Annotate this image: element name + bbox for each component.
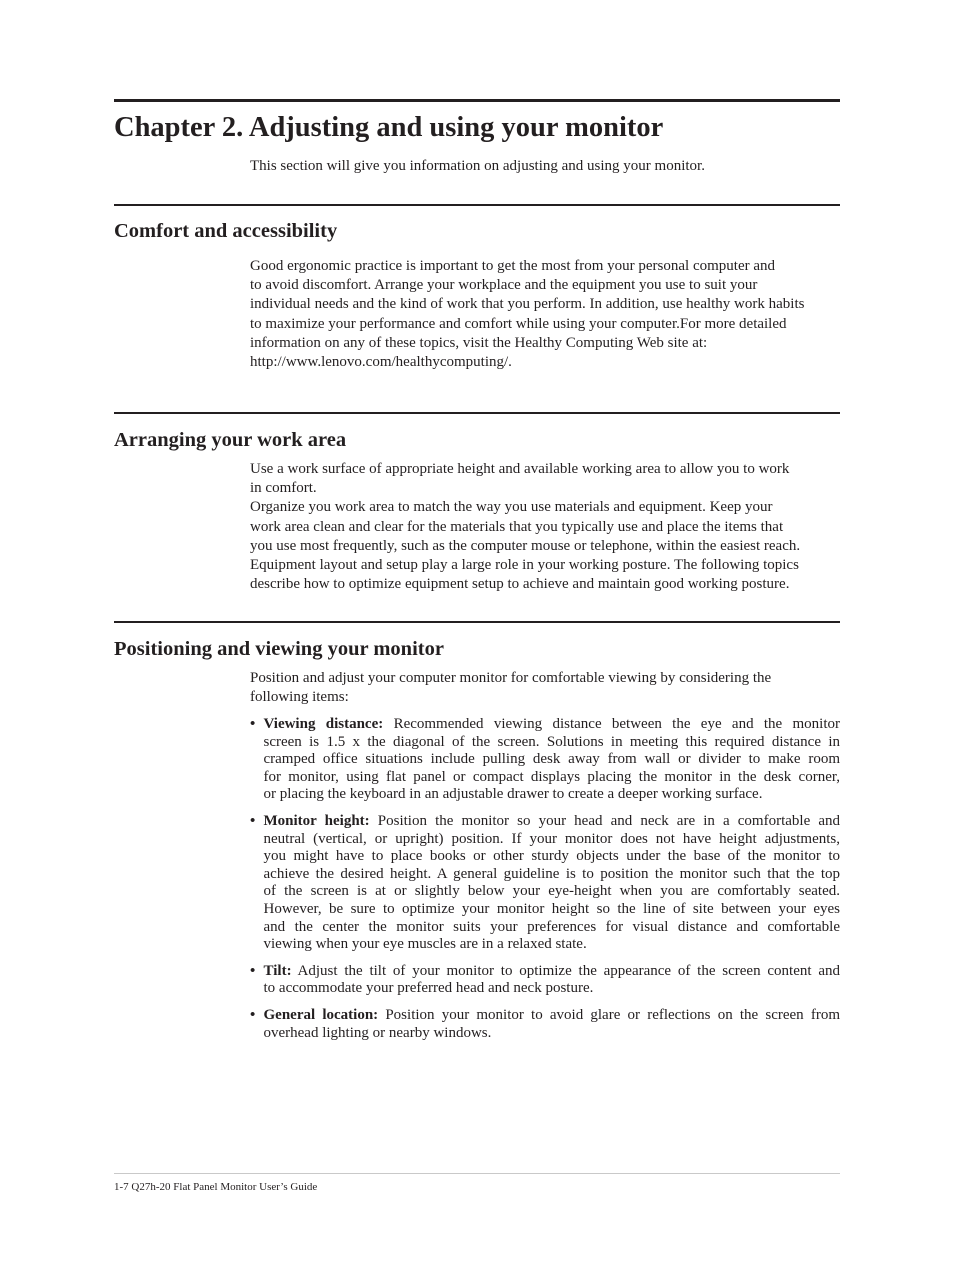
bullet-line: However, be sure to optimize your monitor height so the line of site between your eyes <box>263 900 840 917</box>
bullet-term: Viewing distance: <box>263 716 384 732</box>
footer-rule <box>114 1173 840 1174</box>
chapter-intro <box>250 157 850 176</box>
positioning-intro <box>250 669 850 707</box>
bullet-line: or placing the keyboard in an adjustable drawer to create a deeper working surface. <box>263 786 763 803</box>
section-title-work-area: Arranging your work area <box>114 429 347 451</box>
bullet-term: Monitor height: <box>263 812 370 829</box>
bullet-dot-icon: • <box>250 1006 256 1023</box>
bullet-line <box>264 1007 841 1025</box>
paragraph-line: Organize you work area to match the way you use materials and equipment. Keep your <box>250 499 773 516</box>
bullet-term: Tilt: <box>263 962 292 979</box>
bullet-text: Adjust the tilt of your monitor to optimize the appearance of the screen content and <box>297 962 840 979</box>
bullet-line <box>264 813 841 831</box>
positioning-bullet-list <box>250 716 840 1042</box>
paragraph-line: to avoid discomfort. Arrange your workplace and the equipment you use to suit your <box>250 277 758 294</box>
bullet-line: overhead lighting or nearby windows. <box>263 1024 492 1041</box>
bullet-tilt <box>250 963 840 998</box>
paragraph-line: describe how to optimize equipment setup to achieve and maintain good working posture. <box>250 576 790 593</box>
bullet-line: of the screen is at or slightly below your eye-height when you are comfortably seated. <box>263 883 840 900</box>
bullet-general-location <box>250 1007 840 1042</box>
page-footer: 1-7 Q27h-20 Flat Panel Monitor User’s Guide <box>114 1181 318 1193</box>
bullet-dot-icon: • <box>250 716 256 732</box>
bullet-line: achieve the desired height. A general guideline is to position the monitor such that the top <box>263 865 840 882</box>
section-title-comfort: Comfort and accessibility <box>114 220 338 242</box>
paragraph-line: you use most frequently, such as the computer mouse or telephone, within the easiest reach. <box>250 537 801 554</box>
chapter-title: Chapter 2. Adjusting and using your monitor <box>114 112 664 143</box>
bullet-line <box>264 963 841 981</box>
bullet-dot-icon: • <box>250 812 256 829</box>
section-title-positioning: Positioning and viewing your monitor <box>114 638 444 660</box>
paragraph-line: Good ergonomic practice is important to get the most from your personal computer and <box>250 258 776 274</box>
bullet-text: Position your monitor to avoid glare or reflections on the screen from <box>385 1006 841 1023</box>
bullet-line: screen is 1.5 x the diagonal of the screen. Solutions in meeting this required distance in <box>263 733 840 750</box>
healthy-computing-url: http://www.lenovo.com/healthycomputing/. <box>250 354 512 371</box>
comfort-paragraph <box>250 257 850 372</box>
bullet-line: viewing when your eye muscles are in a relaxed state. <box>263 936 587 953</box>
paragraph-line: Use a work surface of appropriate height and available working area to allow you to work <box>250 461 790 477</box>
bullet-line: neutral (vertical, or upright) position. If your monitor does not have height adjustments, <box>263 830 840 847</box>
work-area-paragraph <box>250 460 850 594</box>
section-rule-positioning <box>114 621 840 623</box>
paragraph-line: information on any of these topics, visit the Healthy Computing Web site at: <box>250 334 708 351</box>
bullet-line: you might have to place books or other sturdy objects under the base of the monitor to <box>263 848 840 865</box>
bullet-text: Recommended viewing distance between the eye and the monitor <box>393 716 840 732</box>
paragraph-line: work area clean and clear for the materials that you typically use and place the items that <box>250 518 784 535</box>
bullet-dot-icon: • <box>250 962 256 979</box>
paragraph-line: individual needs and the kind of work that you perform. In addition, use healthy work habits <box>250 296 805 313</box>
bullet-line: to accommodate your preferred head and neck posture. <box>263 980 594 997</box>
bullet-viewing-distance <box>250 716 840 804</box>
paragraph-line: following items: <box>250 689 349 706</box>
paragraph-line: Position and adjust your computer monitor for comfortable viewing by considering the <box>250 670 772 686</box>
section-rule-comfort <box>114 204 840 206</box>
paragraph-line: Equipment layout and setup play a large role in your working posture. The following topics <box>250 557 799 574</box>
bullet-line: for monitor, using flat panel or compact displays placing the monitor in the desk corner, <box>263 768 840 785</box>
bullet-text: Position the monitor so your head and neck are in a comfortable and <box>377 812 841 829</box>
paragraph-line: in comfort. <box>250 480 317 497</box>
section-rule-work-area <box>114 412 840 414</box>
paragraph-line: to maximize your performance and comfort while using your computer.For more detailed <box>250 315 787 332</box>
bullet-line: cramped office situations include pulling desk away from wall or divider to make room <box>263 751 840 768</box>
bullet-monitor-height <box>250 813 840 954</box>
bullet-line: and the center the monitor suits your preferences for visual distance and comfortable <box>263 918 840 935</box>
chapter-intro-text: This section will give you information on adjusting and using your monitor. <box>250 158 705 174</box>
chapter-top-rule <box>114 99 840 102</box>
bullet-term: General location: <box>263 1006 379 1023</box>
bullet-line <box>264 716 841 734</box>
